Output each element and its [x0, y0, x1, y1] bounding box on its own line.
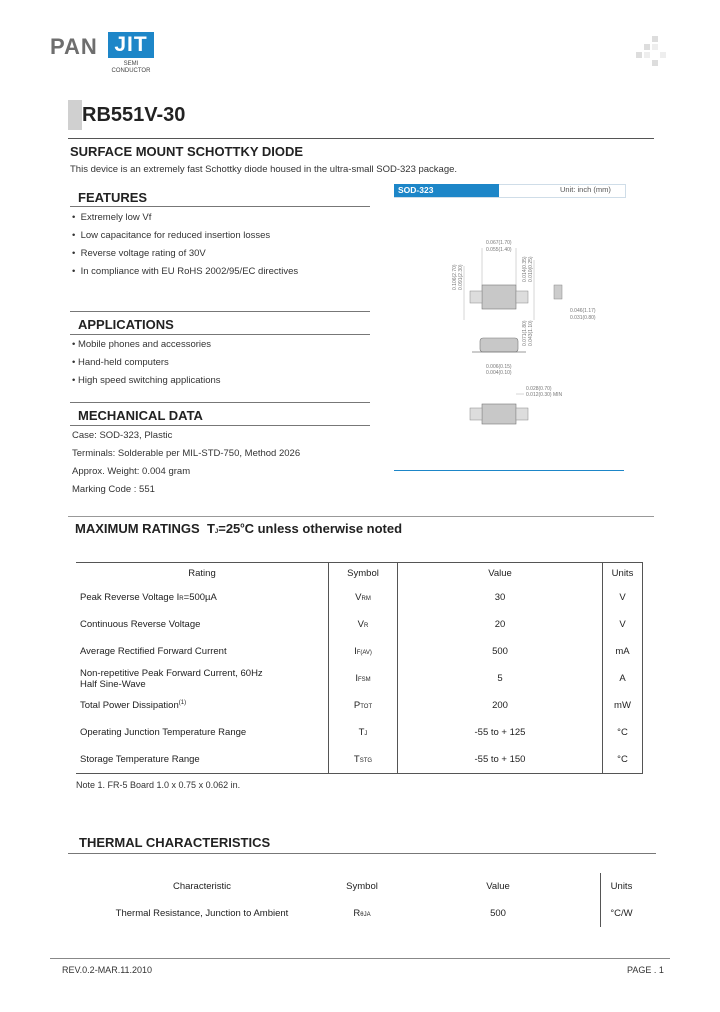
col-header: Units [611, 567, 634, 579]
ratings-cond-sub: J [214, 529, 219, 535]
revision-label: REV.0.2-MAR.11.2010 [62, 965, 153, 975]
table-row [76, 611, 642, 638]
ratings-title: MAXIMUM RATINGS [75, 521, 200, 536]
rating-cell: Non-repetitive Peak Forward Current, 60Hz Half Sine-Wave [76, 665, 329, 692]
page-title: RB551V-30 [82, 104, 186, 126]
col-header: Value [486, 881, 510, 892]
value-cell: 30 [398, 584, 603, 611]
units-cell: °C [617, 727, 628, 738]
symbol-cell: RθJA [353, 908, 371, 919]
package-side-view [480, 338, 518, 352]
mechanical-top-divider [70, 402, 370, 403]
mechanical-item: Terminals: Solderable per MIL-STD-750, Method 2026 [72, 448, 301, 459]
dim-label: 0.004(0.10) [486, 370, 512, 376]
package-unit: Unit: inch (mm) [560, 185, 611, 194]
decorative-dots-icon [636, 36, 666, 66]
table-header-row [76, 562, 642, 584]
symbol-cell: VR [329, 611, 398, 638]
col-header: Units [601, 873, 643, 900]
table-header-row [76, 873, 642, 900]
application-item: • High speed switching applications [72, 375, 221, 386]
table-row [76, 900, 642, 927]
units-cell: °C/W [601, 900, 643, 927]
footer-divider [50, 958, 670, 959]
symbol-cell: IF(AV) [329, 638, 398, 665]
ratings-top-divider [68, 516, 654, 517]
symbol-cell: VRM [329, 584, 398, 611]
title-accent-bar [68, 100, 82, 130]
table-row [76, 584, 642, 611]
dim-label: 0.031(0.80) [570, 315, 596, 321]
symbol-cell: TSTG [329, 746, 398, 773]
package-bottom-view [482, 404, 516, 424]
logo-subtitle [108, 61, 154, 75]
page-number: PAGE . 1 [627, 965, 664, 975]
mechanical-divider [70, 425, 370, 426]
value-cell: 200 [398, 692, 603, 719]
logo-pan-text: PAN [50, 34, 98, 59]
dim-label: 0.014(0.35) [522, 256, 528, 282]
value-cell: 500 [490, 908, 506, 919]
units-cell: V [619, 619, 626, 630]
dim-label: 0.006(0.15) [486, 364, 512, 370]
logo-jit-box: JIT [108, 32, 154, 58]
package-outline-drawing [440, 230, 610, 430]
rating-cell: Average Rectified Forward Current [76, 638, 329, 665]
ratings-cond-prefix: T [206, 521, 215, 536]
value-cell: -55 to + 125 [398, 719, 603, 746]
device-heading: SURFACE MOUNT SCHOTTKY DIODE [70, 144, 304, 159]
dim-label: 0.055(1.40) [486, 247, 512, 253]
package-lead-right [516, 291, 528, 303]
ratings-note: Note 1. FR-5 Board 1.0 x 0.75 x 0.062 in. [76, 780, 241, 790]
dim-label: 0.071(1.80) [522, 320, 528, 346]
dim-label: 0.091(2.30) [458, 264, 464, 290]
applications-top-divider [70, 311, 370, 312]
features-heading: FEATURES [78, 190, 148, 205]
rating-cell: Continuous Reverse Voltage [76, 611, 329, 638]
application-item: • Mobile phones and accessories [72, 339, 212, 350]
thermal-divider [68, 853, 656, 854]
table-row [76, 638, 642, 665]
title-divider [68, 138, 654, 139]
mechanical-item: Approx. Weight: 0.004 gram [72, 466, 191, 477]
feature-item: • Reverse voltage rating of 30V [72, 248, 206, 259]
rating-cell: Operating Junction Temperature Range [76, 719, 329, 746]
symbol-cell: IFSM [329, 665, 398, 692]
feature-item: • Extremely low Vf [72, 212, 152, 223]
dim-label: 0.012(0.30) MIN [526, 392, 563, 398]
value-cell: 500 [398, 638, 603, 665]
col-header: Symbol [346, 881, 378, 892]
table-row [76, 719, 642, 746]
mechanical-item: Marking Code : 551 [72, 484, 155, 495]
symbol-cell: PTOT [329, 692, 398, 719]
mechanical-item: Case: SOD-323, Plastic [72, 430, 173, 441]
logo-sub-line-1: SEMI [123, 61, 139, 67]
ratings-cond-sup: o [240, 522, 245, 530]
dim-label: 0.043(1.10) [528, 320, 534, 346]
features-divider [70, 206, 370, 207]
value-cell: 20 [398, 611, 603, 638]
dim-label: 0.046(1.17) [570, 308, 596, 314]
ratings-table [76, 562, 642, 773]
ratings-cond-value: =25 [218, 521, 241, 536]
application-item: • Hand-held computers [72, 357, 169, 368]
value-cell: -55 to + 150 [398, 746, 603, 773]
rating-cell: Storage Temperature Range [76, 746, 329, 773]
table-row [76, 692, 642, 719]
dim-label: 0.067(1.70) [486, 240, 512, 246]
ratings-cond-suffix: C unless otherwise noted [244, 521, 403, 536]
package-lead-left [470, 291, 482, 303]
value-cell: 5 [398, 665, 603, 692]
units-cell: mW [614, 700, 631, 711]
thermal-table [76, 873, 642, 927]
col-header: Value [398, 562, 603, 584]
dim-label: 0.106(2.70) [452, 264, 458, 290]
logo-sub-line-2: CONDUCTOR [111, 68, 151, 74]
feature-item: • In compliance with EU RoHS 2002/95/EC directives [72, 266, 299, 277]
package-label: SOD-323 [394, 184, 499, 197]
package-bottom-rule [394, 470, 624, 471]
feature-item: • Low capacitance for reduced insertion losses [72, 230, 271, 241]
mechanical-heading: MECHANICAL DATA [78, 408, 203, 423]
col-header: Characteristic [172, 881, 232, 892]
units-cell: V [619, 592, 626, 603]
package-top-view-body [482, 285, 516, 309]
units-cell: mA [615, 646, 630, 657]
applications-heading: APPLICATIONS [78, 317, 174, 332]
table-row [76, 746, 642, 773]
table-row [76, 665, 642, 692]
dim-label: 0.028(0.70) [526, 386, 552, 392]
package-end-view [554, 285, 562, 299]
units-cell: A [619, 673, 626, 684]
applications-divider [70, 334, 370, 335]
device-description: This device is an extremely fast Schottky diode housed in the ultra-small SOD-323 package. [70, 164, 458, 175]
rating-cell: Peak Reverse Voltage IR=500µA [76, 584, 329, 611]
dim-label: 0.010(0.25) [528, 256, 534, 282]
ratings-heading [75, 521, 402, 536]
thermal-heading: THERMAL CHARACTERISTICS [79, 835, 271, 850]
col-header: Rating [76, 562, 329, 584]
rating-cell: Total Power Dissipation$^{(1)}$ [76, 692, 329, 719]
col-header: Symbol [329, 562, 398, 584]
symbol-cell: TJ [329, 719, 398, 746]
units-cell: °C [617, 754, 628, 765]
characteristic-cell: Thermal Resistance, Junction to Ambient [115, 908, 289, 919]
